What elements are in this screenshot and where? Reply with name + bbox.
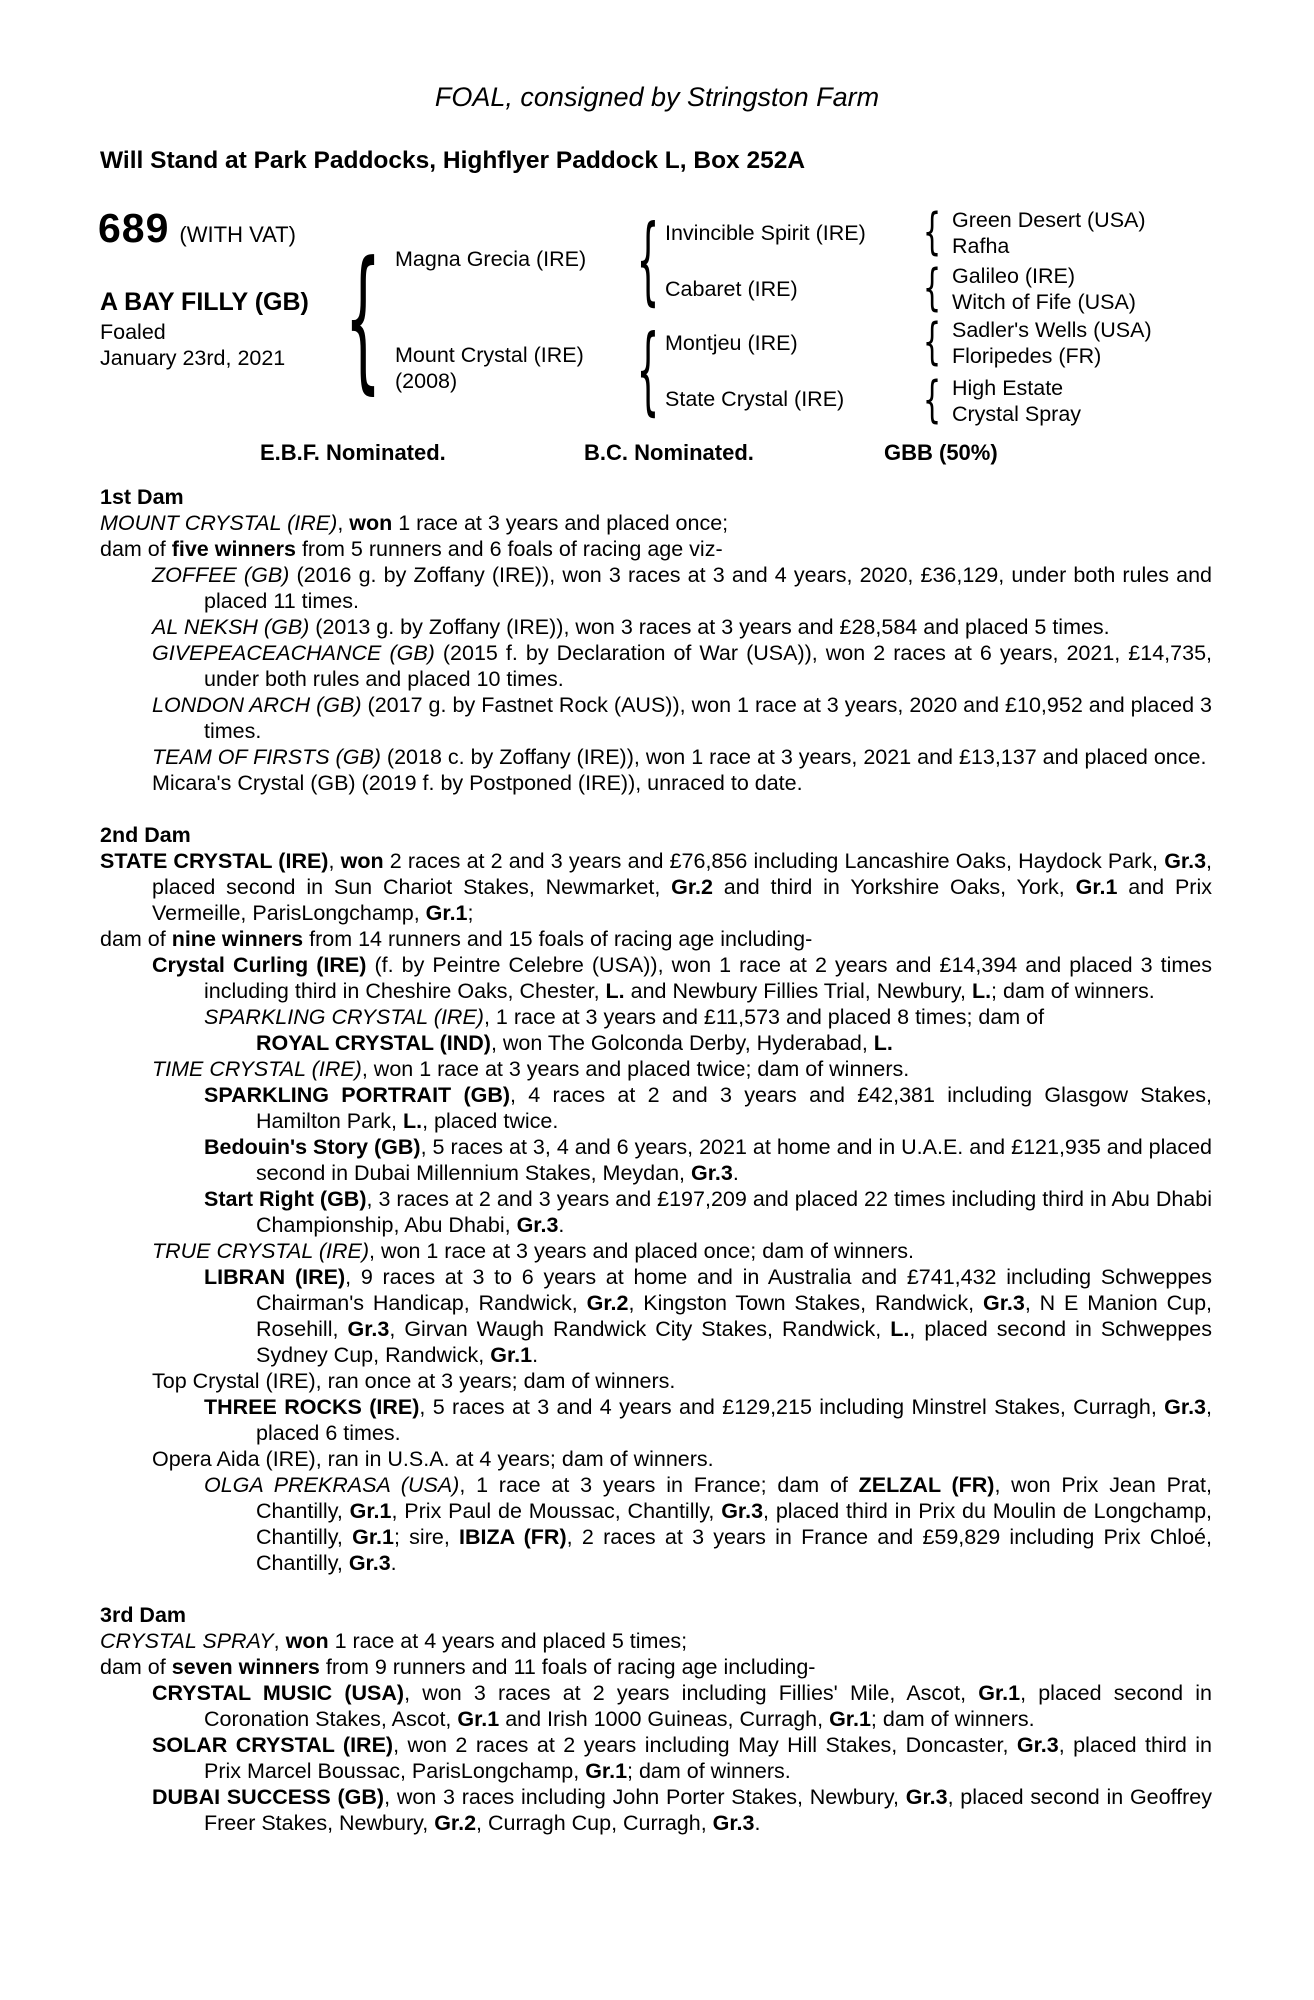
text-run: Gr.3	[691, 1161, 733, 1185]
text-run: Opera Aida (IRE), ran in U.S.A. at 4 years; dam of winners.	[152, 1447, 714, 1471]
text-run: , won 1 race at 3 years and placed once; dam of winners.	[369, 1239, 914, 1263]
produce-paragraph	[152, 640, 1212, 692]
text-run: Crystal Curling (IRE)	[152, 953, 367, 977]
text-run: (2017 g. by Fastnet Rock (AUS)), won 1 race at 3 years, 2020 and £10,952 and placed 3 times.	[204, 693, 1213, 743]
text-run: .	[390, 1551, 397, 1575]
pedigree-dam-sire-dam: Floripedes (FR)	[952, 344, 1102, 368]
text-run: .	[754, 1811, 761, 1835]
text-run: Gr.1	[585, 1759, 628, 1783]
text-run: Gr.1	[829, 1707, 871, 1731]
pedigree-sire-sire: Invincible Spirit (IRE)	[665, 221, 866, 245]
produce-paragraph	[152, 1680, 1212, 1732]
text-run: Gr.3	[712, 1811, 755, 1835]
pedigree-sire-sire-sire: Green Desert (USA)	[952, 208, 1146, 232]
produce-paragraph	[152, 1368, 1212, 1394]
text-run: Gr.1	[1075, 875, 1118, 899]
text-run: , Girvan Waugh Randwick City Stakes, Randwick,	[389, 1317, 891, 1341]
text-run: dam of	[100, 927, 172, 951]
text-run: Gr.3	[347, 1317, 390, 1341]
text-run: ,	[328, 849, 341, 873]
text-run: L.	[873, 1031, 893, 1055]
dam-heading: 3rd Dam	[100, 1603, 187, 1627]
produce-paragraph	[100, 536, 1212, 562]
text-run: 1 race at 3 years and placed once;	[392, 511, 729, 535]
text-run: , placed second in Geoffrey Freer Stakes, Newbury,	[204, 1785, 1213, 1835]
text-run: won	[285, 1629, 329, 1653]
text-run: L.	[890, 1317, 910, 1341]
text-run: AL NEKSH (GB)	[152, 615, 310, 639]
text-run: and Newbury Fillies Trial, Newbury,	[624, 979, 972, 1003]
produce-paragraph	[100, 1654, 1212, 1680]
pedigree-sire-sire-dam: Rafha	[952, 234, 1010, 258]
text-run: (f. by Peintre Celebre (USA)), won 1 race at 2 years and £14,394 and placed 3 times including third in Cheshire Oaks, Chester,	[204, 953, 1212, 1003]
text-run: , won 3 races at 2 years including Fillies' Mile, Ascot,	[404, 1681, 979, 1705]
text-run: ; sire,	[393, 1525, 460, 1549]
text-run: .	[532, 1343, 539, 1367]
pedigree-brace-dam: {	[636, 314, 660, 426]
lot-row	[98, 205, 296, 252]
text-run: LIBRAN (IRE)	[204, 1265, 346, 1289]
produce-paragraph	[152, 952, 1212, 1004]
text-run: , placed 6 times.	[256, 1395, 1212, 1445]
pedigree-sire-dam: Cabaret (IRE)	[665, 277, 798, 301]
text-run: ,	[273, 1629, 286, 1653]
text-run: CRYSTAL SPRAY	[100, 1629, 274, 1653]
text-run: , won Prix Jean Prat, Chantilly,	[256, 1473, 1213, 1523]
text-run: from 14 runners and 15 foals of racing age including-	[303, 927, 813, 951]
produce-paragraph	[204, 1394, 1212, 1446]
dam-heading: 2nd Dam	[100, 823, 191, 847]
text-run: Gr.2	[434, 1811, 477, 1835]
text-run: , 4 races at 2 and 3 years and £42,381 including Glasgow Stakes, Hamilton Park,	[256, 1083, 1212, 1133]
text-run: Gr.3	[348, 1551, 391, 1575]
produce-paragraph	[204, 1004, 1212, 1030]
produce-paragraph	[152, 770, 1212, 796]
text-run: Gr.3	[983, 1291, 1025, 1315]
text-run: GIVEPEACEACHANCE (GB)	[152, 641, 435, 665]
text-run: , 3 races at 2 and 3 years and £197,209 and placed 22 times including third in Abu Dhabi Championship, Abu Dhabi,	[256, 1187, 1212, 1237]
text-run: Gr.1	[352, 1525, 394, 1549]
text-run: ZELZAL (FR)	[858, 1473, 995, 1497]
text-run: LONDON ARCH (GB)	[152, 693, 362, 717]
text-run: STATE CRYSTAL (IRE)	[100, 849, 329, 873]
text-run: , placed twice.	[422, 1109, 559, 1133]
text-run: Start Right (GB)	[204, 1187, 367, 1211]
text-run: , won 2 races at 2 years including May Hill Stakes, Doncaster,	[393, 1733, 1017, 1757]
text-run: L.	[605, 979, 625, 1003]
text-run: , won 1 race at 3 years and placed twice; dam of winners.	[361, 1057, 910, 1081]
text-run: , placed second in Coronation Stakes, Ascot,	[204, 1681, 1212, 1731]
text-run: five winners	[171, 537, 296, 561]
gbb-nomination: GBB (50%)	[884, 440, 998, 465]
page-title: FOAL, consigned by Stringston Farm	[434, 82, 880, 112]
text-run: Gr.3	[905, 1785, 948, 1809]
text-run: (2016 g. by Zoffany (IRE)), won 3 races at 3 and 4 years, 2020, £36,129, under both rules and placed 11 times.	[204, 563, 1213, 613]
text-run: (2015 f. by Declaration of War (USA)), won 2 races at 6 years, 2021, £14,735, under both rules and placed 10 times.	[204, 641, 1212, 691]
produce-paragraph	[152, 1784, 1212, 1836]
text-run: and third in Yorkshire Oaks, York,	[712, 875, 1076, 899]
pedigree-brace-sire-dam: {	[922, 259, 942, 317]
lot-number: 689	[98, 205, 170, 251]
text-run: Bedouin's Story (GB)	[204, 1135, 421, 1159]
text-run: L.	[971, 979, 992, 1003]
produce-paragraph	[100, 926, 1212, 952]
text-run: TIME CRYSTAL (IRE)	[152, 1057, 362, 1081]
stand-location-line: Will Stand at Park Paddocks, Highflyer Paddock L, Box 252A	[100, 147, 806, 174]
pedigree-brace-dam-dam: {	[922, 371, 942, 429]
produce-paragraph	[256, 1030, 1212, 1056]
text-run: OLGA PREKRASA (USA)	[204, 1473, 460, 1497]
pedigree-dam-sire-sire: Sadler's Wells (USA)	[952, 318, 1152, 342]
text-run: .	[558, 1213, 565, 1237]
text-run: Gr.1	[457, 1707, 500, 1731]
text-run: THREE ROCKS (IRE)	[204, 1395, 420, 1419]
text-run: TEAM OF FIRSTS (GB)	[152, 745, 381, 769]
produce-paragraph	[204, 1186, 1212, 1238]
pedigree-dam-dam-dam: Crystal Spray	[952, 402, 1082, 426]
text-run: Gr.3	[516, 1213, 559, 1237]
text-run: won	[340, 849, 384, 873]
text-run: SPARKLING PORTRAIT (GB)	[204, 1083, 511, 1107]
produce-paragraph	[152, 1056, 1212, 1082]
produce-paragraph	[152, 562, 1212, 614]
text-run: , placed second in Sun Chariot Stakes, Newmarket,	[152, 849, 1213, 899]
pedigree-sire-dam-sire: Galileo (IRE)	[952, 264, 1076, 288]
foaled-label: Foaled	[100, 320, 166, 344]
foaled-date: January 23rd, 2021	[100, 346, 286, 370]
text-run: ROYAL CRYSTAL (IND)	[256, 1031, 491, 1055]
text-run: DUBAI SUCCESS (GB)	[152, 1785, 385, 1809]
text-run: L.	[402, 1109, 423, 1133]
text-run: Gr.3	[721, 1499, 764, 1523]
text-run: dam of	[100, 1655, 172, 1679]
text-run: , 5 races at 3, 4 and 6 years, 2021 at home and in U.A.E. and £121,935 and placed second in Dubai Millennium Stakes, Meydan,	[256, 1135, 1212, 1185]
pedigree-dam-sire: Montjeu (IRE)	[665, 331, 798, 355]
produce-paragraph	[100, 848, 1212, 926]
text-run: (2018 c. by Zoffany (IRE)), won 1 race at 3 years, 2021 and £13,137 and placed once.	[380, 745, 1207, 769]
text-run: TRUE CRYSTAL (IRE)	[152, 1239, 370, 1263]
text-run: ; dam of winners.	[627, 1759, 791, 1783]
text-run: Gr.1	[978, 1681, 1021, 1705]
text-run: Gr.3	[1016, 1733, 1059, 1757]
text-run: .	[732, 1161, 739, 1185]
text-run: won	[349, 511, 393, 535]
text-run: , placed second in Schweppes Sydney Cup, Randwick,	[256, 1317, 1212, 1367]
text-run: Gr.1	[490, 1343, 533, 1367]
text-run: , placed third in Prix Marcel Boussac, ParisLongchamp,	[204, 1733, 1213, 1783]
text-run: , N E Manion Cup, Rosehill,	[256, 1291, 1212, 1341]
dam-heading: 1st Dam	[100, 485, 184, 509]
pedigree-brace-sire: {	[636, 204, 660, 316]
produce-paragraph	[204, 1264, 1212, 1368]
text-run: 1 race at 4 years and placed 5 times;	[328, 1629, 688, 1653]
text-run: , Kingston Town Stakes, Randwick,	[628, 1291, 983, 1315]
text-run: , 9 races at 3 to 6 years at home and in Australia and £741,432 including Schweppes Chairman's Handicap, Randwick,	[256, 1265, 1212, 1315]
pedigree-dam-dam-sire: High Estate	[952, 376, 1064, 400]
bc-nomination: B.C. Nominated.	[584, 440, 754, 465]
lot-vat-note: (WITH VAT)	[179, 222, 296, 247]
text-run: from 9 runners and 11 foals of racing age including-	[319, 1655, 816, 1679]
text-run: , Prix Paul de Moussac, Chantilly,	[391, 1499, 722, 1523]
text-run: Gr.3	[1164, 1395, 1207, 1419]
text-run: IBIZA (FR)	[459, 1525, 567, 1549]
produce-paragraph	[152, 744, 1212, 770]
produce-paragraph	[152, 614, 1212, 640]
horse-name: A BAY FILLY (GB)	[100, 288, 309, 316]
text-run: Gr.2	[671, 875, 713, 899]
text-run: , won 3 races including John Porter Stakes, Newbury,	[384, 1785, 906, 1809]
text-run: ,	[337, 511, 350, 535]
text-run: Top Crystal (IRE), ran once at 3 years; dam of winners.	[152, 1369, 676, 1393]
text-run: Gr.3	[1164, 849, 1207, 873]
pedigree-brace-sire-sire: {	[922, 203, 942, 261]
text-run: , 1 race at 3 years and £11,573 and placed 8 times; dam of	[483, 1005, 1045, 1029]
text-run: SPARKLING CRYSTAL (IRE)	[204, 1005, 484, 1029]
produce-sections	[100, 484, 1212, 1836]
produce-paragraph	[152, 1732, 1212, 1784]
produce-paragraph	[100, 510, 1212, 536]
text-run: Gr.2	[586, 1291, 629, 1315]
text-run: ZOFFEE (GB)	[152, 563, 290, 587]
text-run: , 2 races at 3 years in France and £59,829 including Prix Chloé, Chantilly,	[256, 1525, 1212, 1575]
produce-paragraph	[204, 1082, 1212, 1134]
produce-paragraph	[152, 692, 1212, 744]
pedigree-sire: Magna Grecia (IRE)	[395, 247, 587, 271]
text-run: seven winners	[171, 1655, 320, 1679]
text-run: Gr.1	[425, 901, 468, 925]
text-run: ; dam of winners.	[870, 1707, 1035, 1731]
text-run: ; dam of winners.	[991, 979, 1155, 1003]
text-run: , 1 race at 3 years in France; dam of	[459, 1473, 859, 1497]
produce-paragraph	[204, 1472, 1212, 1576]
text-run: and Irish 1000 Guineas, Curragh,	[499, 1707, 830, 1731]
pedigree-brace-gen1: {	[344, 227, 382, 409]
text-run: , Curragh Cup, Curragh,	[476, 1811, 713, 1835]
text-run: ;	[467, 901, 474, 925]
pedigree-dam-dam: State Crystal (IRE)	[665, 387, 845, 411]
text-run: MOUNT CRYSTAL (IRE)	[100, 511, 338, 535]
produce-paragraph	[152, 1446, 1212, 1472]
produce-paragraph	[100, 1628, 1212, 1654]
text-run: Micara's Crystal (GB) (2019 f. by Postponed (IRE)), unraced to date.	[152, 771, 803, 795]
text-run: 2 races at 2 and 3 years and £76,856 including Lancashire Oaks, Haydock Park,	[383, 849, 1165, 873]
text-run: , 5 races at 3 and 4 years and £129,215 including Minstrel Stakes, Curragh,	[419, 1395, 1165, 1419]
pedigree-sire-dam-dam: Witch of Fife (USA)	[952, 290, 1136, 314]
text-run: dam of	[100, 537, 172, 561]
text-run: , won The Golconda Derby, Hyderabad,	[490, 1031, 874, 1055]
ebf-nomination: E.B.F. Nominated.	[260, 440, 446, 465]
text-run: from 5 runners and 6 foals of racing age viz-	[295, 537, 723, 561]
text-run: SOLAR CRYSTAL (IRE)	[152, 1733, 394, 1757]
pedigree-dam: Mount Crystal (IRE)	[395, 343, 584, 367]
pedigree-dam-year: (2008)	[395, 369, 458, 393]
text-run: , placed third in Prix du Moulin de Longchamp, Chantilly,	[256, 1499, 1213, 1549]
text-run: and Prix Vermeille, ParisLongchamp,	[152, 875, 1212, 925]
pedigree-brace-dam-sire: {	[922, 313, 942, 371]
text-run: (2013 g. by Zoffany (IRE)), won 3 races at 3 years and £28,584 and placed 5 times.	[309, 615, 1110, 639]
produce-paragraph	[152, 1238, 1212, 1264]
text-run: nine winners	[171, 927, 304, 951]
produce-paragraph	[204, 1134, 1212, 1186]
text-run: Gr.1	[349, 1499, 392, 1523]
text-run: CRYSTAL MUSIC (USA)	[152, 1681, 405, 1705]
